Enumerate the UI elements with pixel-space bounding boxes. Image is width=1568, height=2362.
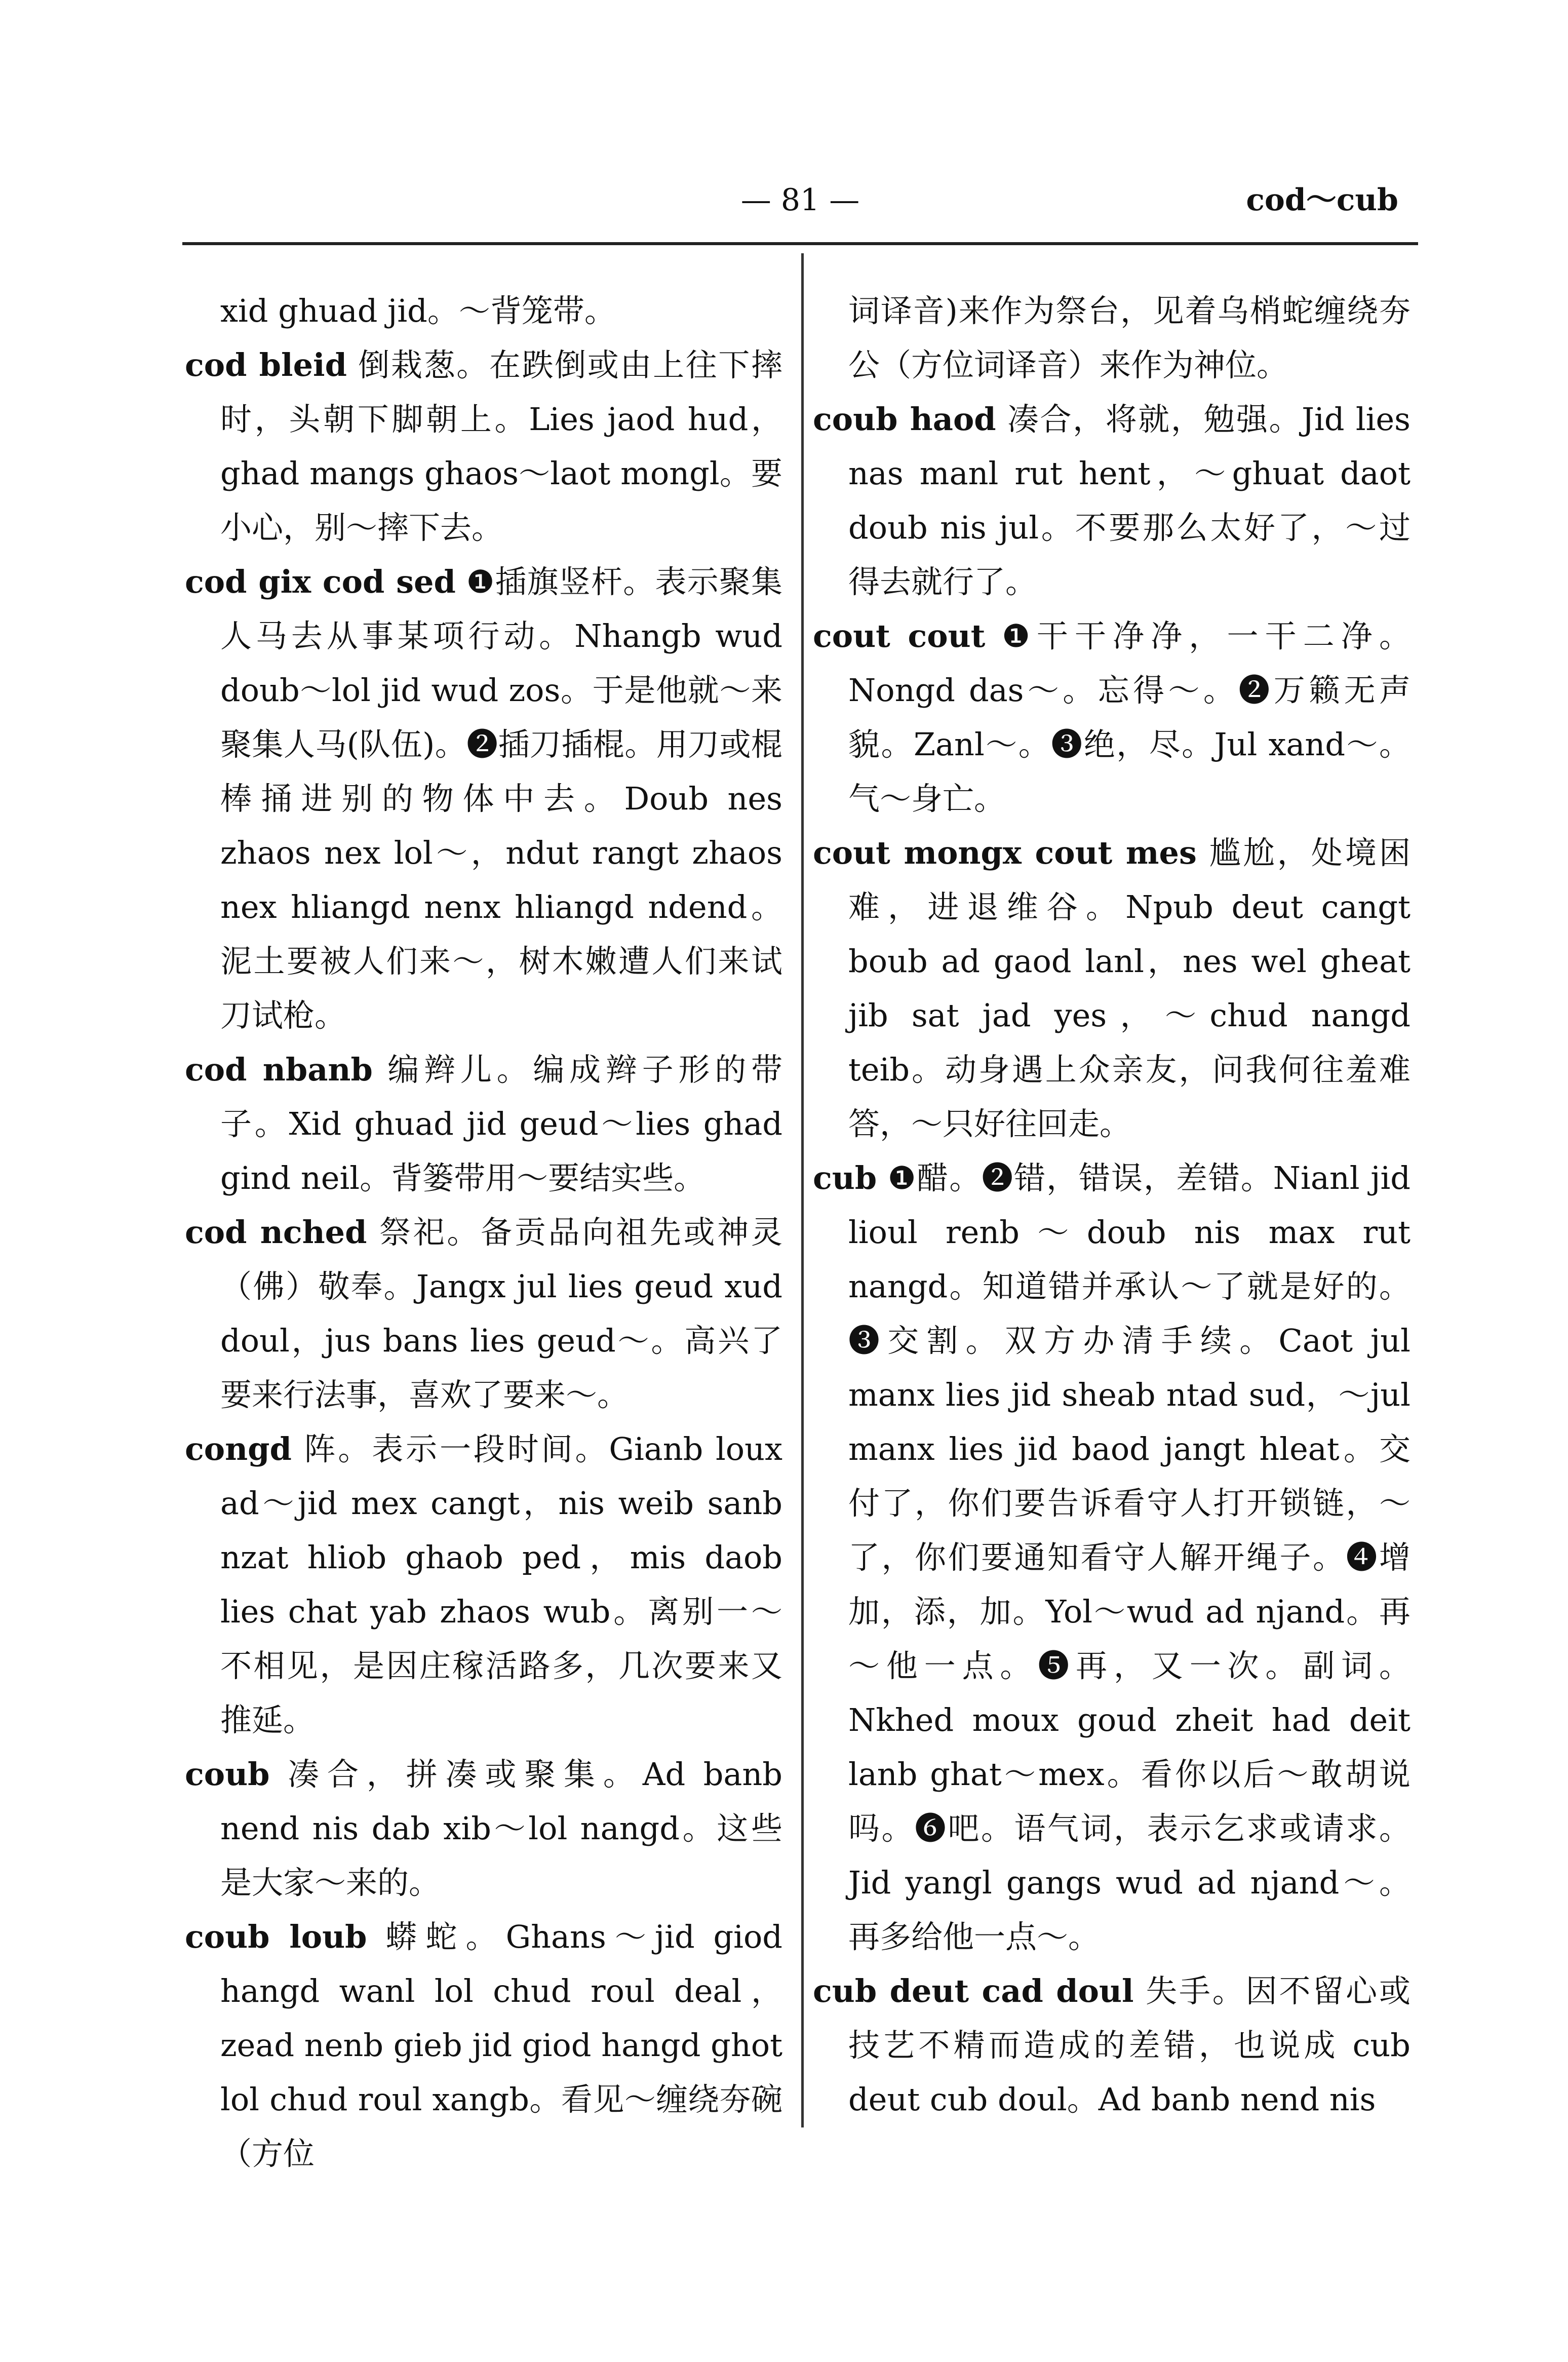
entry-text: xid ghuad jid。～背笼带。 xyxy=(220,292,616,329)
dictionary-entry xyxy=(185,1747,782,1910)
entry-text: 祭祀。备贡品向祖先或神灵（佛）敬奉。Jangx jul lies geud xud doul，jus bans lies geud～。高兴了要来行法事，喜欢了要来～。 xyxy=(220,1214,782,1413)
entry-text: 凑合，将就，勉强。Jid lies nas manl rut hent，～ghuat daot doub nis jul。不要那么太好了，～过得去就行了。 xyxy=(848,401,1410,600)
entry-headword: cod nched xyxy=(185,1214,367,1251)
dictionary-entry xyxy=(185,284,782,338)
entry-text: ❶醋。❷错，错误，差错。Nianl jid lioul renb～doub nis max rut nangd。知道错并承认～了就是好的。❸交割。双方办清手续。Caot jul manx lies jid sheab ntad sud，～jul manx lies jid baod jangt hleat。交付了，你们要告诉看守人打开锁链，～了，你们要通知看守人解开绳子。❹增加，添，加。Yol～wud ad njand。再～他一点。❺再，又一次。副词。Nkhed moux goud zheit had deit lanb ghat～mex。看你以后～敢胡说吗。❻吧。语气词，表示乞求或请求。Jid yangl gangs wud ad njand～。再多给他一点～。 xyxy=(848,1159,1410,1955)
page-number: — 81 — xyxy=(740,182,860,218)
entry-headword: cub xyxy=(813,1159,877,1196)
entry-headword: cod gix cod sed xyxy=(185,563,456,600)
entry-headword: cub deut cad doul xyxy=(813,1972,1134,2009)
header-rule xyxy=(182,242,1418,245)
dictionary-entry xyxy=(813,609,1410,826)
entry-headword: coub haod xyxy=(813,401,996,438)
column-divider xyxy=(801,253,804,2127)
entry-text: 蟒蛇。Ghans～jid giod hangd wanl lol chud roul deal，zead nenb gieb jid giod hangd ghot lol chud roul xangb。看见～缠绕夯碗（方位 xyxy=(220,1918,783,2172)
entry-text: 编辫儿。编成辫子形的带子。Xid ghuad jid geud～lies ghad gind neil。背篓带用～要结实些。 xyxy=(220,1051,782,1196)
entry-text: 尴尬，处境困难，进退维谷。Npub deut cangt boub ad gaod lanl，nes wel gheat jib sat jad yes，～chud nangd teib。动身遇上众亲友，问我何往羞难答，～只好往回走。 xyxy=(848,834,1410,1142)
dictionary-entry xyxy=(813,826,1410,1151)
entry-text: 阵。表示一段时间。Gianb loux ad～jid mex cangt，nis weib sanb nzat hliob ghaob ped，mis daob lies chat yab zhaos wub。离别一～不相见，是因庄稼活路多，几次要来又推延。 xyxy=(220,1430,782,1738)
dictionary-entry xyxy=(185,1205,782,1422)
dictionary-entry xyxy=(185,338,782,555)
running-head: cod～cub xyxy=(1246,182,1398,218)
dictionary-entry xyxy=(185,1042,782,1205)
dictionary-entry xyxy=(185,1910,782,2181)
dictionary-entry xyxy=(185,1422,782,1747)
entry-headword: coub loub xyxy=(185,1918,367,1955)
dictionary-entry xyxy=(813,1151,1410,1964)
entry-text: ❶插旗竖杆。表示聚集人马去从事某项行动。Nhangb wud doub～lol jid wud zos。于是他就～来聚集人马(队伍)。❷插刀插棍。用刀或棍棒捅进别的物体中去。Doub nes zhaos nex lol～，ndut rangt zhaos nex hliangd nenx hliangd ndend。泥土要被人们来～，树木嫩遭人们来试刀试枪。 xyxy=(220,563,782,1034)
entry-text: 凑合，拼凑或聚集。Ad banb nend nis dab xib～lol nangd。这些是大家～来的。 xyxy=(220,1756,782,1901)
entry-headword: cod bleid xyxy=(185,346,347,383)
dictionary-entry xyxy=(813,392,1410,609)
entry-text: 失手。因不留心或技艺不精而造成的差错，也说成 cub deut cub doul。Ad banb nend nis xyxy=(848,1972,1410,2118)
entry-headword: cout cout xyxy=(813,617,986,654)
entry-headword: coub xyxy=(185,1756,270,1793)
entry-text: 倒栽葱。在跌倒或由上往下摔时，头朝下脚朝上。Lies jaod hud，ghad mangs ghaos～laot mongl。要小心，别～摔下去。 xyxy=(220,346,782,546)
dictionary-entry xyxy=(185,555,782,1042)
dictionary-entry xyxy=(813,284,1410,392)
dictionary-entry xyxy=(813,1964,1410,2126)
left-column xyxy=(185,284,782,2181)
entry-text: 词译音)来作为祭台，见着乌梢蛇缠绕夯公（方位词译音）来作为神位。 xyxy=(848,292,1410,383)
entry-headword: congd xyxy=(185,1430,292,1467)
entry-headword: cout mongx cout mes xyxy=(813,834,1197,871)
entry-headword: cod nbanb xyxy=(185,1051,373,1088)
right-column xyxy=(813,284,1410,2126)
entry-text: ❶干干净净，一干二净。Nongd das～。忘得～。❷万籁无声貌。Zanl～。❸绝，尽。Jul xand～。气～身亡。 xyxy=(848,617,1410,817)
